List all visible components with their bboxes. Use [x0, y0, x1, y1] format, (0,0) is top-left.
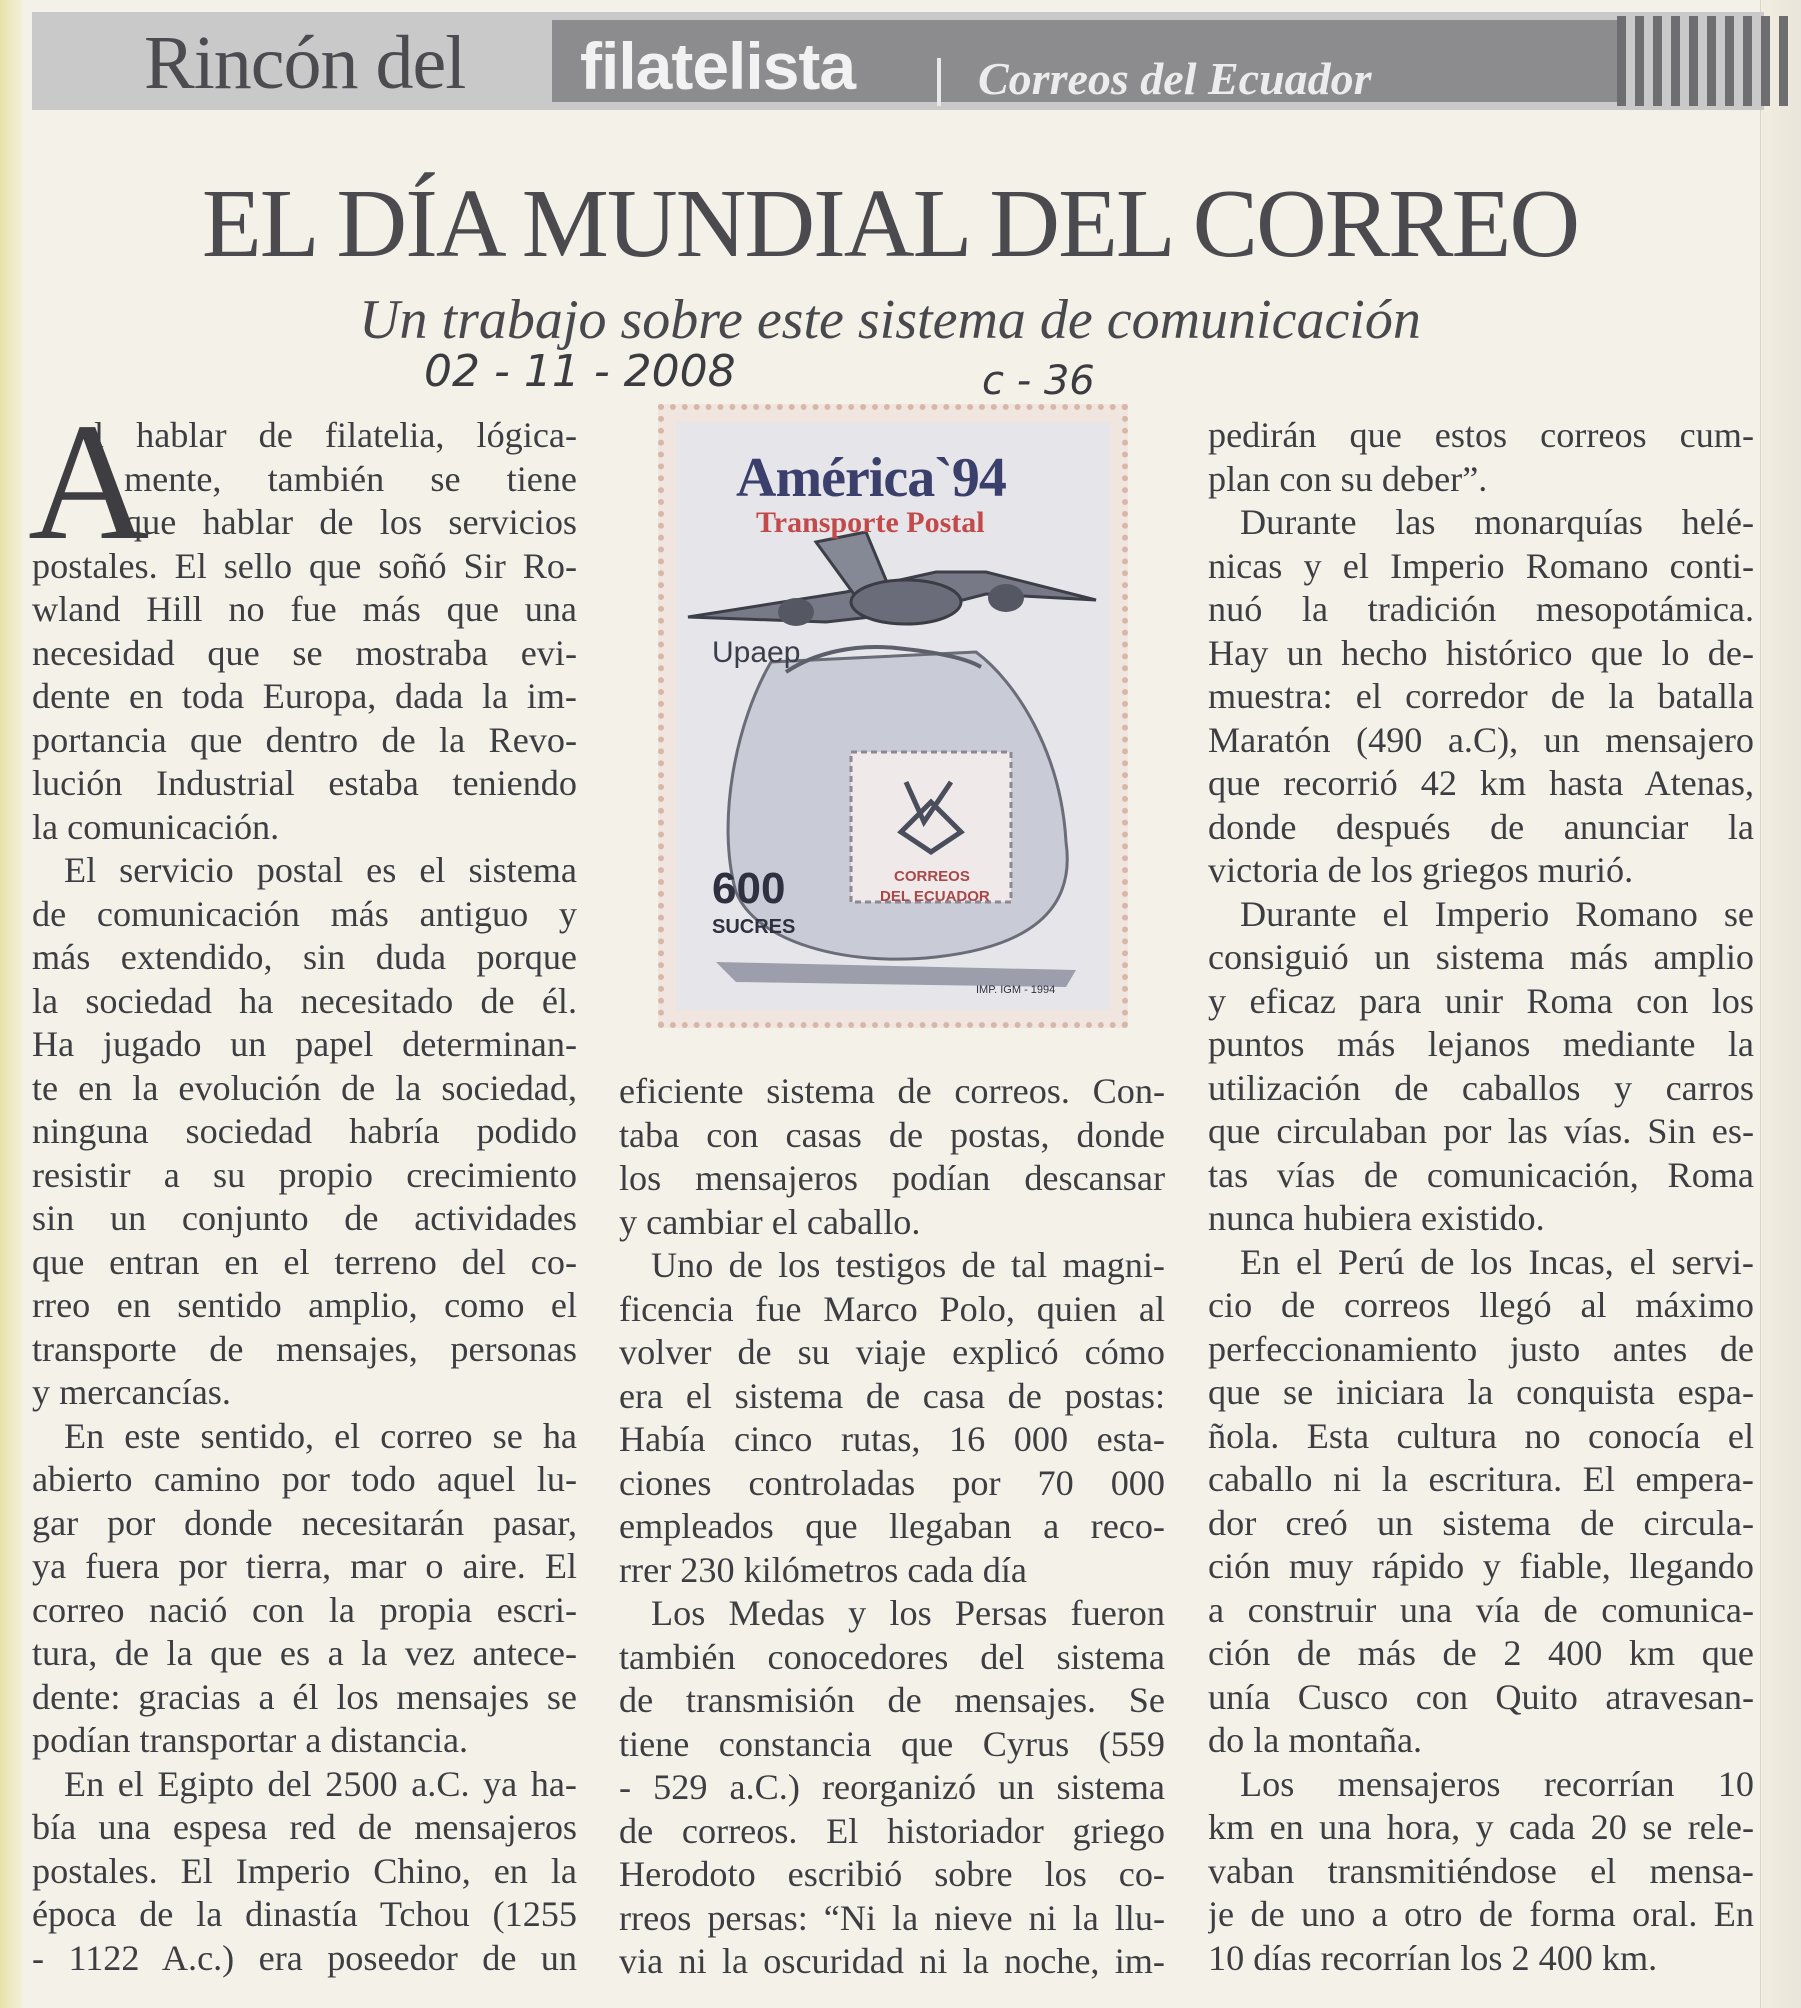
text-line: nunca hubiera existido. [1208, 1198, 1545, 1238]
stamp-value: 600 [712, 864, 786, 913]
text-line: wland Hill no fue más que una [32, 589, 577, 629]
text-line: do la montaña. [1208, 1720, 1423, 1760]
text-line: Maratón (490 a.C), un mensajero [1208, 719, 1754, 760]
text-line: - 1122 A.c.) era poseedor de un [32, 1937, 577, 1978]
text-line: de transmisión de mensajes. Se [619, 1680, 1165, 1720]
text-line: Durante las monarquías helé- [1240, 502, 1754, 542]
text-line: correo nació con la propia escri- [32, 1589, 577, 1630]
text-line: la comunicación. [32, 806, 280, 847]
postage-stamp [658, 404, 1128, 1028]
text-line: El servicio postal es el sistema [64, 850, 577, 890]
text-line: mente, también se tiene [124, 458, 577, 499]
text-line: era el sistema de casa de postas: [619, 1375, 1165, 1416]
text-line: ción muy rápido y fiable, llegando [1208, 1546, 1754, 1586]
text-line: tas vías de comunicación, Roma [1208, 1154, 1754, 1195]
column-2 [619, 1070, 1165, 1984]
text-line: eficiente sistema de correos. Con- [619, 1071, 1165, 1111]
text-line: unía Cusco con Quito atravesan- [1208, 1676, 1754, 1717]
stamp-printer: IMP. IGM - 1994 [976, 984, 1056, 996]
text-line: rreo en sentido amplio, como el [32, 1285, 577, 1325]
text-line: En el Egipto del 2500 a.C. ya ha- [64, 1763, 577, 1804]
text-line: y eficaz para unir Roma con los [1208, 980, 1754, 1021]
stamp-artwork [676, 422, 1110, 1010]
text-line: que circulaban por las vías. Sin es- [1208, 1111, 1754, 1151]
text-line: Durante el Imperio Romano se [1240, 893, 1754, 934]
text-line: ción de más de 2 400 km que [1208, 1633, 1754, 1673]
text-line: de comunicación más antiguo y [32, 893, 577, 934]
text-line: dor creó un sistema de circula- [1208, 1502, 1754, 1543]
text-line: a construir una vía de comunica- [1208, 1589, 1754, 1630]
section-header [32, 12, 1764, 110]
text-line: lución Industrial estaba teniendo [32, 763, 577, 803]
stamp-subtitle: Transporte Postal [756, 506, 985, 539]
text-line: la sociedad ha necesitado de él. [32, 980, 577, 1021]
stamp-currency: SUCRES [712, 916, 796, 938]
text-line: perfeccionamiento justo antes de [1208, 1328, 1754, 1369]
text-line: ñola. Esta cultura no conocía el [1208, 1415, 1754, 1456]
text-line: rreos persas: “Ni la nieve ni la llu- [619, 1897, 1165, 1938]
text-line: En este sentido, el correo se ha [64, 1415, 577, 1456]
text-line: transporte de mensajes, personas [32, 1328, 577, 1369]
text-line: de correos. El historiador griego [619, 1810, 1165, 1851]
handwritten-ref: c - 36 [982, 358, 1095, 404]
header-separator [937, 58, 941, 106]
text-line: Uno de los testigos de tal magni- [651, 1245, 1165, 1285]
text-line: l hablar de filatelia, lógica- [94, 415, 577, 455]
drop-cap: A [28, 389, 150, 575]
stamp-upaep-logo: Upaep [712, 636, 801, 669]
text-line: postales. El Imperio Chino, en la [32, 1850, 577, 1891]
text-line: consiguió un sistema más amplio [1208, 937, 1754, 977]
text-line: plan con su deber”. [1208, 458, 1488, 499]
header-right-text: Correos del Ecuador [978, 53, 1372, 104]
text-line: bía una espesa red de mensajeros [32, 1807, 577, 1847]
text-line: cio de correos llegó al máximo [1208, 1285, 1754, 1325]
text-line: utilización de caballos y carros [1208, 1067, 1754, 1108]
text-line: necesidad que se mostraba evi- [32, 632, 577, 673]
text-line: - 529 a.C.) reorganizó un sistema [619, 1767, 1165, 1807]
text-line: pedirán que estos correos cum- [1208, 415, 1754, 455]
text-line: postales. El sello que soñó Sir Ro- [32, 545, 577, 586]
text-line: más extendido, sin duda porque [32, 937, 577, 977]
column-3 [1208, 414, 1754, 1980]
text-line: resistir a su propio crecimiento [32, 1154, 577, 1195]
text-line: victoria de los griegos murió. [1208, 850, 1634, 890]
text-line: taba con casas de postas, donde [619, 1114, 1165, 1155]
text-line: nicas y el Imperio Romano conti- [1208, 545, 1754, 586]
text-line: rrer 230 kilómetros cada día [619, 1549, 1027, 1590]
text-line: te en la evolución de la sociedad, [32, 1067, 577, 1108]
text-line: ninguna sociedad habría podido [32, 1111, 577, 1151]
stamp-issuer-1: CORREOS [894, 868, 970, 885]
text-line: Ha jugado un papel determinan- [32, 1024, 577, 1064]
article-subtitle: Un trabajo sobre este sistema de comunicación [359, 289, 1421, 351]
header-middle-text: filatelista [580, 29, 856, 103]
text-line: via ni la oscuridad ni la noche, im- [619, 1941, 1165, 1981]
text-line: dente en toda Europa, dada la im- [32, 676, 577, 716]
text-line: En el Perú de los Incas, el servi- [1240, 1241, 1754, 1282]
text-line: empleados que llegaban a reco- [619, 1506, 1165, 1546]
text-line: que recorrió 42 km hasta Atenas, [1208, 763, 1754, 803]
text-line: época de la dinastía Tchou (1255 [32, 1894, 577, 1934]
text-line: Los mensajeros recorrían 10 [1240, 1763, 1754, 1804]
text-line: los mensajeros podían descansar [619, 1158, 1165, 1198]
text-line: abierto camino por todo aquel lu- [32, 1459, 577, 1499]
text-line: km en una hora, y cada 20 se rele- [1208, 1807, 1754, 1847]
handwritten-date: 02 - 11 - 2008 [424, 346, 736, 397]
text-line: gar por donde necesitarán pasar, [32, 1502, 577, 1543]
text-line: Había cinco rutas, 16 000 esta- [619, 1419, 1165, 1459]
text-line: dente: gracias a él los mensajes se [32, 1676, 577, 1717]
text-line: Hay un hecho histórico que lo de- [1208, 632, 1754, 673]
text-line: puntos más lejanos mediante la [1208, 1024, 1754, 1064]
text-line: que entran en el terreno del co- [32, 1241, 577, 1282]
text-line: tura, de la que es a la vez antece- [32, 1633, 577, 1673]
text-line: je de uno a otro de forma oral. En [1208, 1894, 1754, 1934]
article-title: EL DÍA MUNDIAL DEL CORREO [201, 170, 1579, 278]
text-line: también conocedores del sistema [619, 1636, 1165, 1677]
stamp-title: América`94 [736, 447, 1006, 509]
text-line: muestra: el corredor de la batalla [1208, 676, 1754, 716]
stamp-issuer-2: DEL ECUADOR [880, 888, 990, 905]
text-line: ficencia fue Marco Polo, quien al [619, 1288, 1165, 1329]
text-line: Los Medas y los Persas fueron [651, 1593, 1165, 1633]
text-line: 10 días recorrían los 2 400 km. [1208, 1937, 1658, 1978]
text-line: ciones controladas por 70 000 [619, 1462, 1165, 1503]
header-stripes [1617, 16, 1788, 106]
text-line: y cambiar el caballo. [619, 1201, 921, 1242]
text-line: caballo ni la escritura. El empera- [1208, 1459, 1754, 1499]
column-1 [32, 414, 577, 1980]
text-line: que se iniciara la conquista espa- [1208, 1372, 1754, 1412]
text-line: y mercancías. [32, 1372, 231, 1412]
text-line: ya fuera por tierra, mar o aire. El [32, 1546, 577, 1586]
text-line: tiene constancia que Cyrus (559 [619, 1723, 1165, 1764]
text-line: portancia que dentro de la Revo- [32, 719, 577, 760]
text-line: vaban transmitiéndose el mensa- [1208, 1850, 1754, 1891]
text-line: Herodoto escribió sobre los co- [619, 1854, 1165, 1894]
text-line: podían transportar a distancia. [32, 1720, 469, 1760]
text-line: que hablar de los servicios [124, 502, 577, 542]
header-left-text: Rincón del [144, 21, 466, 105]
text-line: donde después de anunciar la [1208, 806, 1754, 847]
text-line: sin un conjunto de actividades [32, 1198, 577, 1238]
text-line: volver de su viaje explicó cómo [619, 1332, 1165, 1372]
text-line: nuó la tradición mesopotámica. [1208, 589, 1754, 629]
